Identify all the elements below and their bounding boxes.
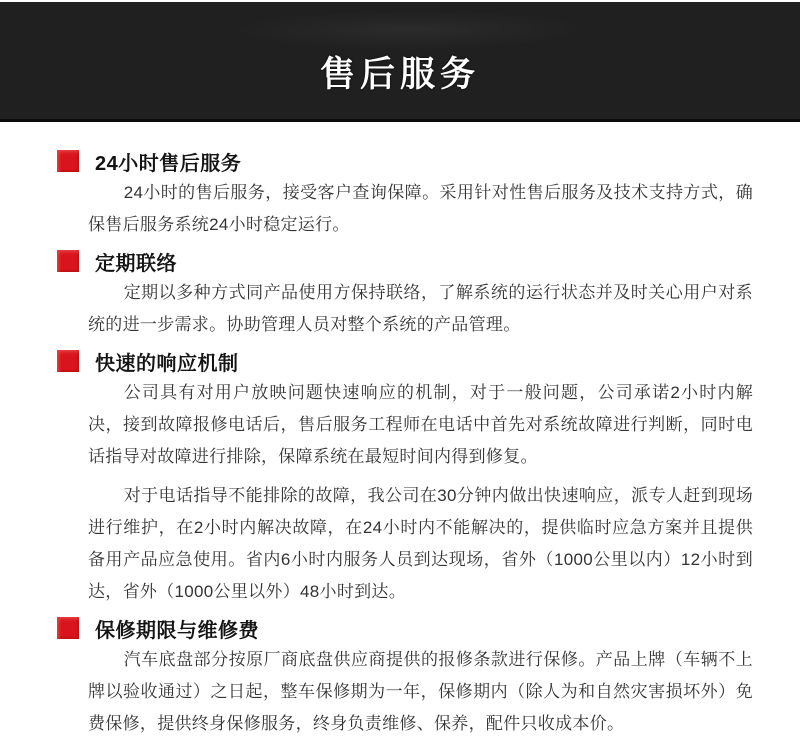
section-heading-row [57,617,753,642]
section-warranty [57,617,753,740]
title-banner [0,2,800,122]
section-24h-service [57,150,753,241]
red-square-bullet-icon [57,150,79,172]
section-heading: 24小时售后服务 [95,152,242,175]
section-paragraph: 对于电话指导不能排除的故障，我公司在30分钟内做出快速响应，派专人赶到现场进行维护，在2小时内解决故障，在24小时内不能解决的，提供临时应急方案并且提供备用产品应急使用。省内6小时内服务人员到达现场，省外（1000公里以内）12小时到达，省外（1000公里以外）48小时到达。 [88,486,753,601]
section-regular-contact [57,250,753,341]
red-square-bullet-icon [57,350,79,372]
section-heading-row [57,350,753,375]
watermark-smudge [223,10,598,50]
section-paragraph: 定期以多种方式同产品使用方保持联络，了解系统的运行状态并及时关心用户对系统的进一步需求。协助管理人员对整个系统的产品管理。 [88,283,753,334]
section-paragraph: 24小时的售后服务，接受客户查询保障。采用针对性售后服务及技术支持方式，确保售后服务系统24小时稳定运行。 [88,183,753,234]
page-title: 售后服务 [319,54,480,94]
section-paragraph: 公司具有对用户放映问题快速响应的机制，对于一般问题，公司承诺2小时内解决，接到故障报修电话后，售后服务工程师在电话中首先对系统故障进行判断，同时电话指导对故障进行排除，保障系统在最短时间内得到修复。 [88,383,753,466]
content-area [0,122,800,740]
section-rapid-response [57,350,753,608]
section-heading-row [57,150,753,175]
section-heading-row [57,250,753,275]
section-paragraph: 汽车底盘部分按原厂商底盘供应商提供的报修条款进行保修。产品上牌（车辆不上牌以验收通过）之日起，整车保修期为一年，保修期内（除人为和自然灾害损坏外）免费保修，提供终身保修服务，终身负责维修、保养，配件只收成本价。 [88,650,753,733]
section-heading: 保修期限与维修费 [95,619,259,642]
section-heading: 快速的响应机制 [95,352,239,375]
section-heading: 定期联络 [95,252,177,275]
red-square-bullet-icon [57,250,79,272]
red-square-bullet-icon [57,617,79,639]
